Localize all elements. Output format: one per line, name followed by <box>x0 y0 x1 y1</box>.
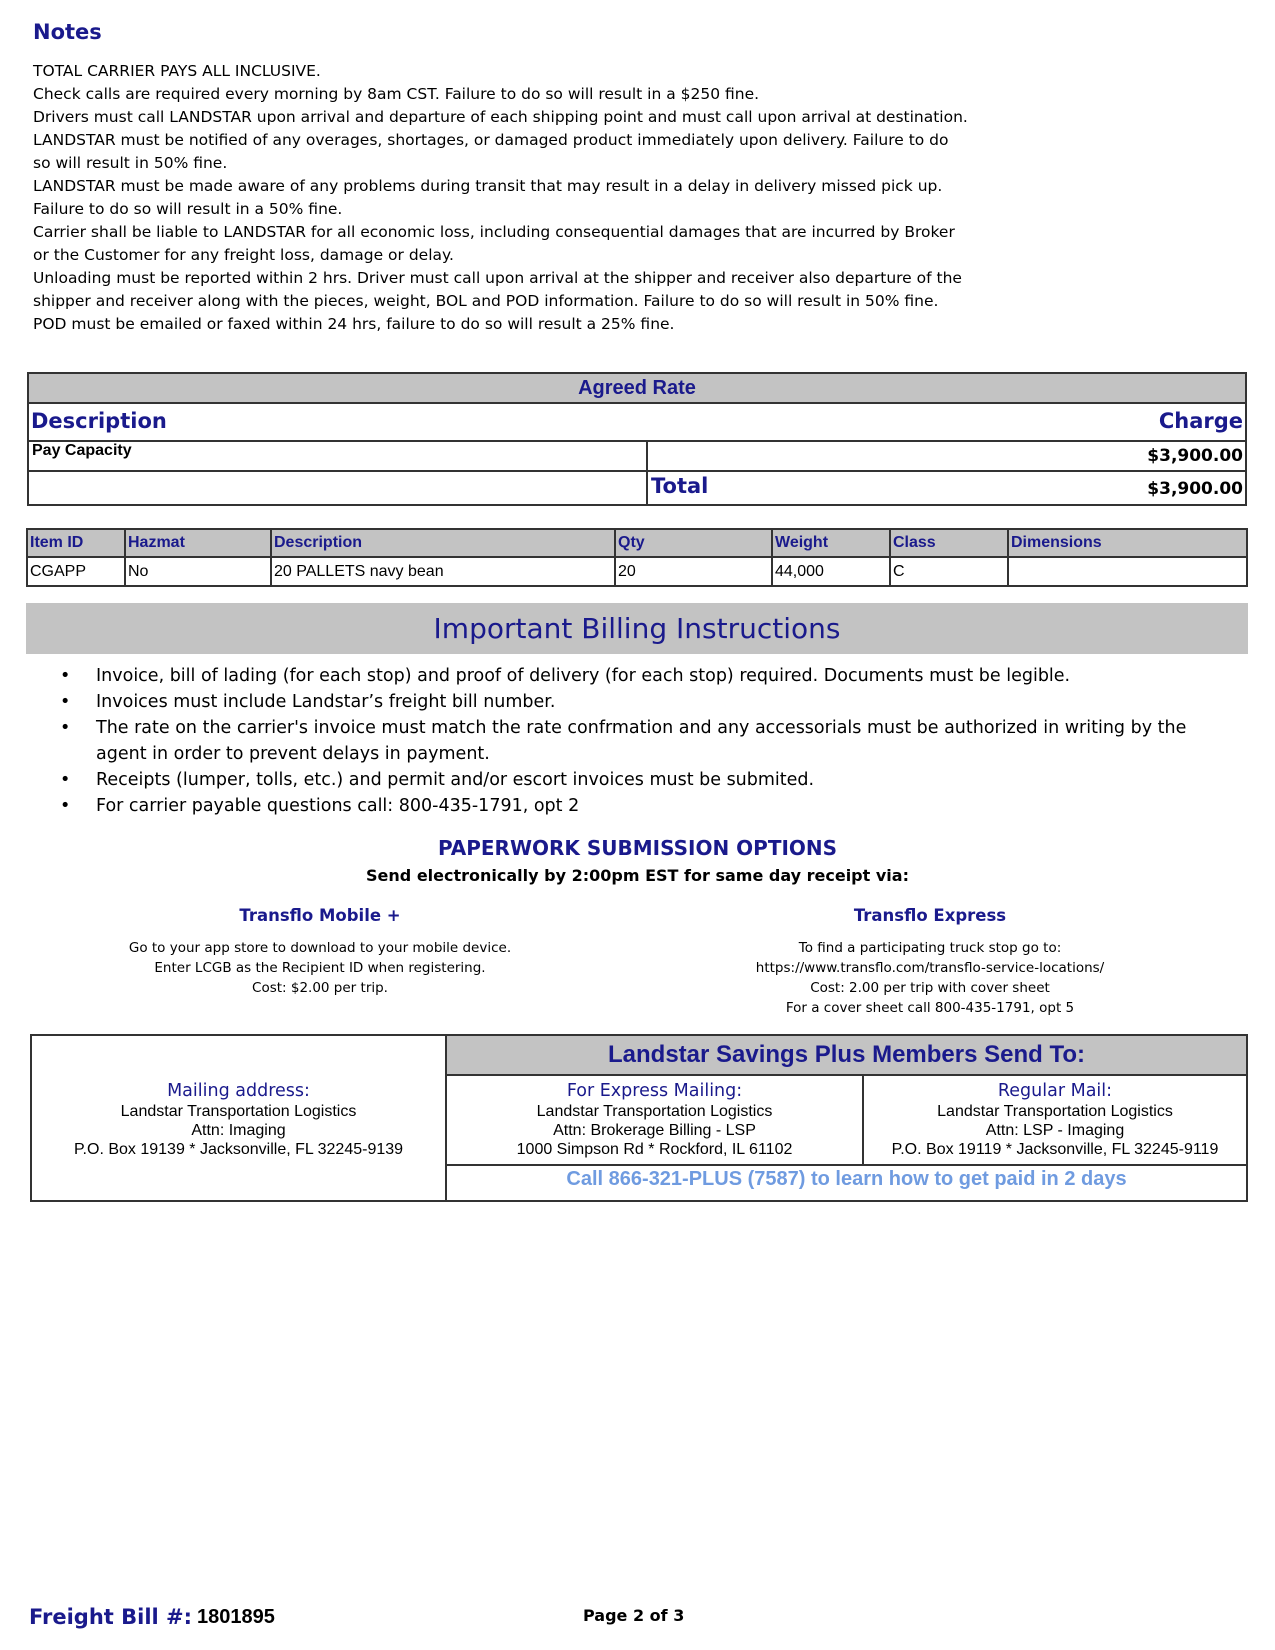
freight-bill-number: 1801895 <box>197 1606 275 1628</box>
col-header-hazmat: Hazmat <box>125 529 271 557</box>
cell-hazmat: No <box>125 557 271 586</box>
address-line: P.O. Box 19139 * Jacksonville, FL 32245-9139 <box>73 1141 404 1158</box>
description-header: Description <box>31 409 167 433</box>
detail-line: Cost: 2.00 per trip with cover sheet <box>810 980 1050 996</box>
express-heading: For Express Mailing: <box>566 1081 743 1101</box>
list-item: • Invoices must include Landstar’s freight bill number. <box>60 689 1230 715</box>
express-mailing-address <box>447 1080 862 1159</box>
agreed-rate-table <box>27 372 1247 506</box>
notes-line: Unloading must be reported within 2 hrs. Driver must call upon arrival at the shipper and receiver also departure of the <box>33 269 962 287</box>
cell-weight: 44,000 <box>772 557 890 586</box>
col-header-description: Description <box>271 529 615 557</box>
table-row <box>27 557 1247 586</box>
notes-line: LANDSTAR must be made aware of any problems during transit that may result in a delay in delivery missed pick up. <box>33 177 943 195</box>
notes-line: Drivers must call LANDSTAR upon arrival and departure of each shipping point and must call upon arrival at destination. <box>33 108 968 126</box>
line-item-charge: $3,900.00 <box>1147 446 1243 466</box>
detail-line: Go to your app store to download to your mobile device. <box>128 940 512 956</box>
line-item-description: Pay Capacity <box>32 442 132 459</box>
items-header-row <box>27 529 1247 557</box>
notes-line: Check calls are required every morning by 8am CST. Failure to do so will result in a $250 fine. <box>33 85 760 103</box>
address-line: 1000 Simpson Rd * Rockford, IL 61102 <box>516 1141 793 1158</box>
address-line: Landstar Transportation Logistics <box>120 1103 357 1120</box>
paperwork-subtitle: Send electronically by 2:00pm EST for same day receipt via: <box>366 866 909 885</box>
savings-plus-title: Landstar Savings Plus Members Send To: <box>447 1036 1246 1076</box>
col-header-weight: Weight <box>772 529 890 557</box>
notes-line: LANDSTAR must be notified of any overages, shortages, or damaged product immediately upon delivery. Failure to do <box>33 131 949 149</box>
billing-instructions-title: Important Billing Instructions <box>26 603 1248 654</box>
address-line: Attn: LSP - Imaging <box>985 1122 1125 1139</box>
col-header-item-id: Item ID <box>27 529 125 557</box>
transflo-mobile-details <box>40 938 600 998</box>
list-item: • The rate on the carrier's invoice must match the rate confrmation and any accessorials must be authorized in writing by the agent in order to prevent delays in payment. <box>60 715 1230 767</box>
agreed-rate-title: Agreed Rate <box>29 374 1245 404</box>
address-line: Attn: Brokerage Billing - LSP <box>553 1122 756 1139</box>
transflo-express-details <box>650 938 1210 1018</box>
address-box <box>30 1034 1248 1202</box>
page-number: Page 2 of 3 <box>583 1606 685 1625</box>
regular-mail-address <box>864 1080 1246 1159</box>
cell-class: C <box>890 557 1008 586</box>
notes-title: Notes <box>33 20 102 44</box>
address-line: Landstar Transportation Logistics <box>937 1103 1173 1120</box>
col-header-class: Class <box>890 529 1008 557</box>
notes-line: Carrier shall be liable to LANDSTAR for all economic loss, including consequential damages that are incurred by Broker <box>33 223 955 241</box>
notes-body <box>33 60 968 336</box>
notes-line: so will result in 50% fine. <box>33 154 228 172</box>
detail-line: To find a participating truck stop go to: <box>798 940 1062 956</box>
call-to-learn-line: Call 866-321-PLUS (7587) to learn how to get paid in 2 days <box>566 1168 1127 1190</box>
notes-line: or the Customer for any freight loss, damage or delay. <box>33 246 454 264</box>
mailing-heading: Mailing address: <box>167 1081 310 1101</box>
cell-qty: 20 <box>615 557 772 586</box>
regular-heading: Regular Mail: <box>997 1081 1113 1101</box>
total-label: Total <box>651 474 709 498</box>
items-table <box>26 528 1248 587</box>
address-line: Landstar Transportation Logistics <box>536 1103 773 1120</box>
transflo-express-title: Transflo Express <box>853 906 1007 925</box>
divider <box>646 440 648 504</box>
address-line: Attn: Imaging <box>191 1122 286 1139</box>
freight-bill-label: Freight Bill #: <box>29 1605 193 1629</box>
divider <box>447 1164 1246 1166</box>
list-item: • For carrier payable questions call: 800-435-1791, opt 2 <box>60 793 1230 819</box>
divider <box>29 470 1245 472</box>
list-item: • Receipts (lumper, tolls, etc.) and permit and/or escort invoices must be submited. <box>60 767 1230 793</box>
notes-line: shipper and receiver along with the pieces, weight, BOL and POD information. Failure to do so will result in 50% fine. <box>33 292 939 310</box>
col-header-qty: Qty <box>615 529 772 557</box>
detail-line: For a cover sheet call 800-435-1791, opt 5 <box>785 1000 1075 1016</box>
charge-header: Charge <box>1158 409 1243 433</box>
paperwork-title: PAPERWORK SUBMISSION OPTIONS <box>437 836 838 860</box>
transflo-mobile-title: Transflo Mobile + <box>239 906 401 925</box>
mailing-address <box>32 1080 445 1159</box>
detail-line: Enter LCGB as the Recipient ID when registering. <box>154 960 486 976</box>
detail-line: Cost: $2.00 per trip. <box>252 980 388 996</box>
notes-line: TOTAL CARRIER PAYS ALL INCLUSIVE. <box>33 62 321 80</box>
address-line: P.O. Box 19119 * Jacksonville, FL 32245-9119 <box>891 1141 1219 1158</box>
notes-line: POD must be emailed or faxed within 24 hrs, failure to do so will result a 25% fine. <box>33 315 675 333</box>
transflo-link[interactable]: https://www.transflo.com/transflo-service-locations/ <box>755 960 1105 976</box>
notes-line: Failure to do so will result in a 50% fine. <box>33 200 343 218</box>
cell-description: 20 PALLETS navy bean <box>271 557 615 586</box>
total-amount: $3,900.00 <box>1147 479 1243 499</box>
billing-instructions-list <box>60 663 1230 819</box>
list-item: • Invoice, bill of lading (for each stop) and proof of delivery (for each stop) required. Documents must be legible. <box>60 663 1230 689</box>
divider <box>29 440 1245 442</box>
cell-dimensions <box>1008 557 1247 586</box>
cell-item-id: CGAPP <box>27 557 125 586</box>
col-header-dimensions: Dimensions <box>1008 529 1247 557</box>
